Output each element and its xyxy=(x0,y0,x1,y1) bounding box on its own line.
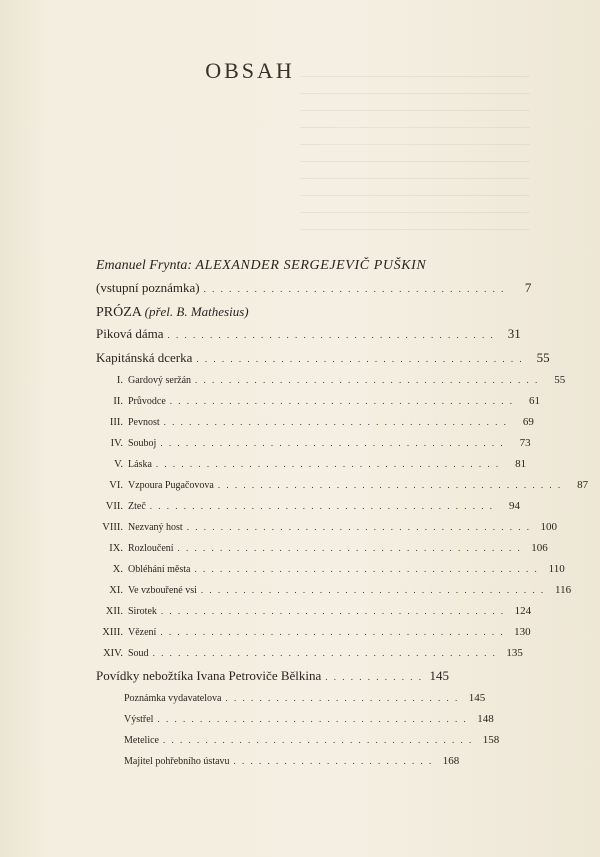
dot-leader: . . . . . . . . . . . . . . . . . . . . . . . . . . . . . . . . . . . . . xyxy=(162,735,474,745)
dot-leader: . . . . . . . . . . . . xyxy=(325,672,424,682)
toc-story xyxy=(96,755,460,776)
intro-heading: ALEXANDER SERGEJEVIČ PUŠKIN xyxy=(195,258,427,273)
bleed-through-shadow xyxy=(300,60,530,240)
chapter-label: Ve vzbouřené vsi xyxy=(128,585,197,596)
page-number: 31 xyxy=(507,326,521,341)
chapter-number: XII. xyxy=(105,606,123,617)
dot-leader: . . . . . . . . . . . . . . . . . . . . . . . . . . . . . . . . . . . . . xyxy=(157,714,468,724)
page-number: 116 xyxy=(555,584,572,596)
chapter-label: Pevnost xyxy=(128,417,160,428)
page-number: 7 xyxy=(524,280,532,295)
toc-chapter xyxy=(96,500,521,521)
toc-prose-section xyxy=(96,304,416,326)
chapter-number: III. xyxy=(109,417,123,428)
story-label: Majitel pohřebního ústavu xyxy=(124,756,230,767)
page-number: 73 xyxy=(519,437,531,449)
dot-leader: . . . . . . . . . . . . . . . . . . . . . . . . . . . . . . . . . . . . . . . xyxy=(167,330,495,340)
toc-pikova-dama xyxy=(96,326,521,350)
chapter-label: Obléhání města xyxy=(128,564,191,575)
toc-chapter xyxy=(96,542,548,563)
toc-story xyxy=(96,734,500,755)
page-number: 94 xyxy=(509,500,521,512)
page-number: 145 xyxy=(468,692,486,704)
page-number: 135 xyxy=(506,647,523,659)
toc-chapter xyxy=(96,374,566,395)
intro-note: (vstupní poznámka) xyxy=(96,280,200,295)
chapter-label: Sirotek xyxy=(128,606,157,617)
chapter-number: XI. xyxy=(109,585,123,596)
chapter-number: IX. xyxy=(109,543,123,554)
toc-chapter xyxy=(96,584,572,605)
chapter-label: Souboj xyxy=(128,438,157,449)
chapter-number: VII. xyxy=(105,501,123,512)
page-number: 100 xyxy=(540,521,557,533)
entry-label: Kapitánská dcerka xyxy=(96,350,193,365)
dot-leader: . . . . . . . . . . . . . . . . . . . . . . . . . . . . . . . . . . . . . . . . . xyxy=(194,564,539,574)
dot-leader: . . . . . . . . . . . . . . . . . . . . . . . . . . . . . . . . . . . . . . . . . xyxy=(160,627,505,637)
chapter-label: Nezvaný host xyxy=(128,522,183,533)
page-number: 61 xyxy=(529,395,541,407)
chapter-label: Zteč xyxy=(128,501,146,512)
story-label: Metelice xyxy=(124,735,159,746)
page-number: 55 xyxy=(554,374,566,386)
dot-leader: . . . . . . . . . . . . . . . . . . . . . . . . . . . . xyxy=(225,693,460,703)
page-number: 55 xyxy=(536,350,550,365)
dot-leader: . . . . . . . . . . . . . . . . . . . . . . . . . . . . . . . . . . . . . . . . . xyxy=(177,543,522,553)
dot-leader: . . . . . . . . . . . . . . . . . . . . . . . . . . . . . . . . . . . . . . . . . xyxy=(217,480,563,490)
chapter-label: Vzpoura Pugačovova xyxy=(128,480,214,491)
chapter-number: VI. xyxy=(109,480,123,491)
page-number: 87 xyxy=(577,479,589,491)
toc-chapter xyxy=(96,647,523,668)
page-number: 110 xyxy=(548,563,565,575)
page-number: 81 xyxy=(515,458,527,470)
toc-chapter xyxy=(96,437,531,458)
toc-story xyxy=(96,692,486,713)
chapter-number: V. xyxy=(114,459,123,470)
chapter-number: VIII. xyxy=(102,522,123,533)
page-number: 69 xyxy=(522,416,534,428)
chapter-label: Soud xyxy=(128,648,149,659)
dot-leader: . . . . . . . . . . . . . . . . . . . . . . . . . . . . . . . . . . . . . . . . . xyxy=(155,459,501,469)
chapter-number: I. xyxy=(116,375,123,386)
dot-leader: . . . . . . . . . . . . . . . . . . . . . . . . . . . . . . . . . . . . . . . . . xyxy=(200,585,546,595)
dot-leader: . . . . . . . . . . . . . . . . . . . . . . . . . . . . . . . . . . . . . . . . . xyxy=(169,396,515,406)
entry-label: Piková dáma xyxy=(96,326,164,341)
chapter-label: Vězení xyxy=(128,627,157,638)
toc-chapter xyxy=(96,416,534,437)
chapter-label: Gardový seržán xyxy=(128,375,192,386)
chapter-number: X. xyxy=(112,564,123,575)
dot-leader: . . . . . . . . . . . . . . . . . . . . . . . . . . . . . . . . . . . . . . . xyxy=(196,354,524,364)
intro-author: Emanuel Frynta: xyxy=(96,258,193,273)
page-number: 168 xyxy=(442,755,460,767)
table-of-contents xyxy=(96,258,589,776)
dot-leader: . . . . . . . . . . . . . . . . . . . . . . . . . . . . . . . . . . . . . . . . . xyxy=(186,522,531,532)
toc-povidky-belkina xyxy=(96,668,450,692)
dot-leader: . . . . . . . . . . . . . . . . . . . . . . . . . . . . . . . . . . . . . . . . . xyxy=(152,648,497,658)
chapter-label: Průvodce xyxy=(128,396,166,407)
toc-chapter xyxy=(96,605,532,626)
toc-chapter xyxy=(96,395,541,416)
dot-leader: . . . . . . . . . . . . . . . . . . . . . . . . . . . . . . . . . . . . xyxy=(203,284,506,294)
page-number: 106 xyxy=(531,542,548,554)
story-label: Výstřel xyxy=(124,714,154,725)
prose-label: PRÓZA xyxy=(96,305,142,320)
page-title: OBSAH xyxy=(205,58,295,83)
dot-leader: . . . . . . . . . . . . . . . . . . . . . . . . . . . . . . . . . . . . . . . . . xyxy=(149,501,495,511)
story-label: Poznámka vydavatelova xyxy=(124,693,222,704)
toc-chapter xyxy=(96,458,527,479)
page-number: 145 xyxy=(429,668,450,683)
toc-kapitanska-dcerka xyxy=(96,350,550,374)
dot-leader: . . . . . . . . . . . . . . . . . . . . . . . . . . . . . . . . . . . . . . . . . xyxy=(160,606,506,616)
toc-chapter xyxy=(96,479,589,500)
page-number: 158 xyxy=(482,734,500,746)
page-number: 124 xyxy=(514,605,532,617)
entry-label: Povídky nebožtíka Ivana Petroviče Bělkina xyxy=(96,668,322,683)
dot-leader: . . . . . . . . . . . . . . . . . . . . . . . . xyxy=(233,756,434,766)
toc-chapter xyxy=(96,626,531,647)
page-number: 130 xyxy=(514,626,531,638)
chapter-number: XIV. xyxy=(103,648,123,659)
chapter-label: Rozloučení xyxy=(128,543,174,554)
toc-chapter xyxy=(96,563,565,584)
prose-translator: (přel. B. Mathesius) xyxy=(144,304,249,319)
chapter-number: II. xyxy=(113,396,123,407)
toc-intro-note xyxy=(96,280,532,304)
chapter-number: XIII. xyxy=(102,627,123,638)
toc-intro-heading xyxy=(96,258,427,280)
page-number: 148 xyxy=(477,713,494,725)
dot-leader: . . . . . . . . . . . . . . . . . . . . . . . . . . . . . . . . . . . . . . . . . xyxy=(195,375,540,385)
toc-story xyxy=(96,713,494,734)
chapter-number: IV. xyxy=(110,438,123,449)
dot-leader: . . . . . . . . . . . . . . . . . . . . . . . . . . . . . . . . . . . . . . . . . xyxy=(160,438,505,448)
dot-leader: . . . . . . . . . . . . . . . . . . . . . . . . . . . . . . . . . . . . . . . . . xyxy=(163,417,508,427)
chapter-label: Láska xyxy=(128,459,152,470)
toc-chapter xyxy=(96,521,557,542)
